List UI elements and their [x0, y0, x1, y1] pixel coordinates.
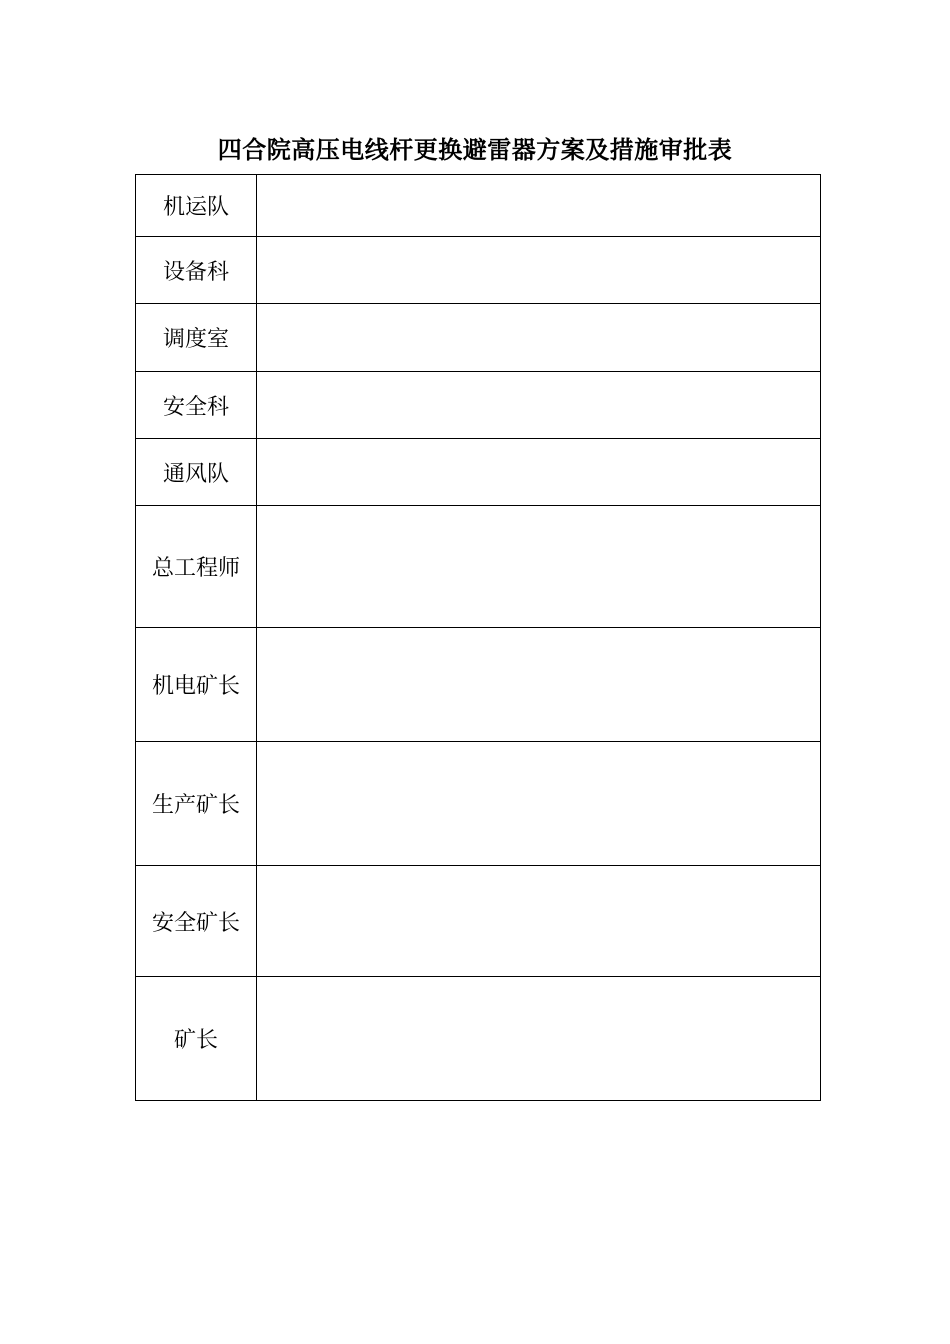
row-label-jidiankuangzhang: 机电矿长 [136, 628, 257, 742]
approval-field-diaodushi[interactable] [257, 304, 821, 372]
row-label-kuangzhang: 矿长 [136, 977, 257, 1101]
row-label-anquankuangzhang: 安全矿长 [136, 866, 257, 977]
approval-field-anquankuangzhang[interactable] [257, 866, 821, 977]
approval-field-shebeike[interactable] [257, 237, 821, 304]
row-label-jiyundui: 机运队 [136, 175, 257, 237]
table-row [136, 866, 821, 977]
table-row [136, 977, 821, 1101]
approval-field-kuangzhang[interactable] [257, 977, 821, 1101]
approval-field-jiyundui[interactable] [257, 175, 821, 237]
approval-field-zonggongchengshi[interactable] [257, 506, 821, 628]
table-row [136, 175, 821, 237]
table-row [136, 439, 821, 506]
table-row [136, 237, 821, 304]
row-label-anquanke: 安全科 [136, 372, 257, 439]
table-row [136, 372, 821, 439]
page-title: 四合院高压电线杆更换避雷器方案及措施审批表 [217, 136, 733, 164]
row-label-tongfengdui: 通风队 [136, 439, 257, 506]
approval-field-anquanke[interactable] [257, 372, 821, 439]
approval-field-shengchankuangzhang[interactable] [257, 742, 821, 866]
row-label-shengchankuangzhang: 生产矿长 [136, 742, 257, 866]
table-row [136, 304, 821, 372]
table-row [136, 506, 821, 628]
table-row [136, 742, 821, 866]
approval-field-tongfengdui[interactable] [257, 439, 821, 506]
table-row [136, 628, 821, 742]
row-label-zonggongchengshi: 总工程师 [136, 506, 257, 628]
row-label-shebeike: 设备科 [136, 237, 257, 304]
row-label-diaodushi: 调度室 [136, 304, 257, 372]
approval-field-jidiankuangzhang[interactable] [257, 628, 821, 742]
approval-table [135, 174, 821, 1101]
